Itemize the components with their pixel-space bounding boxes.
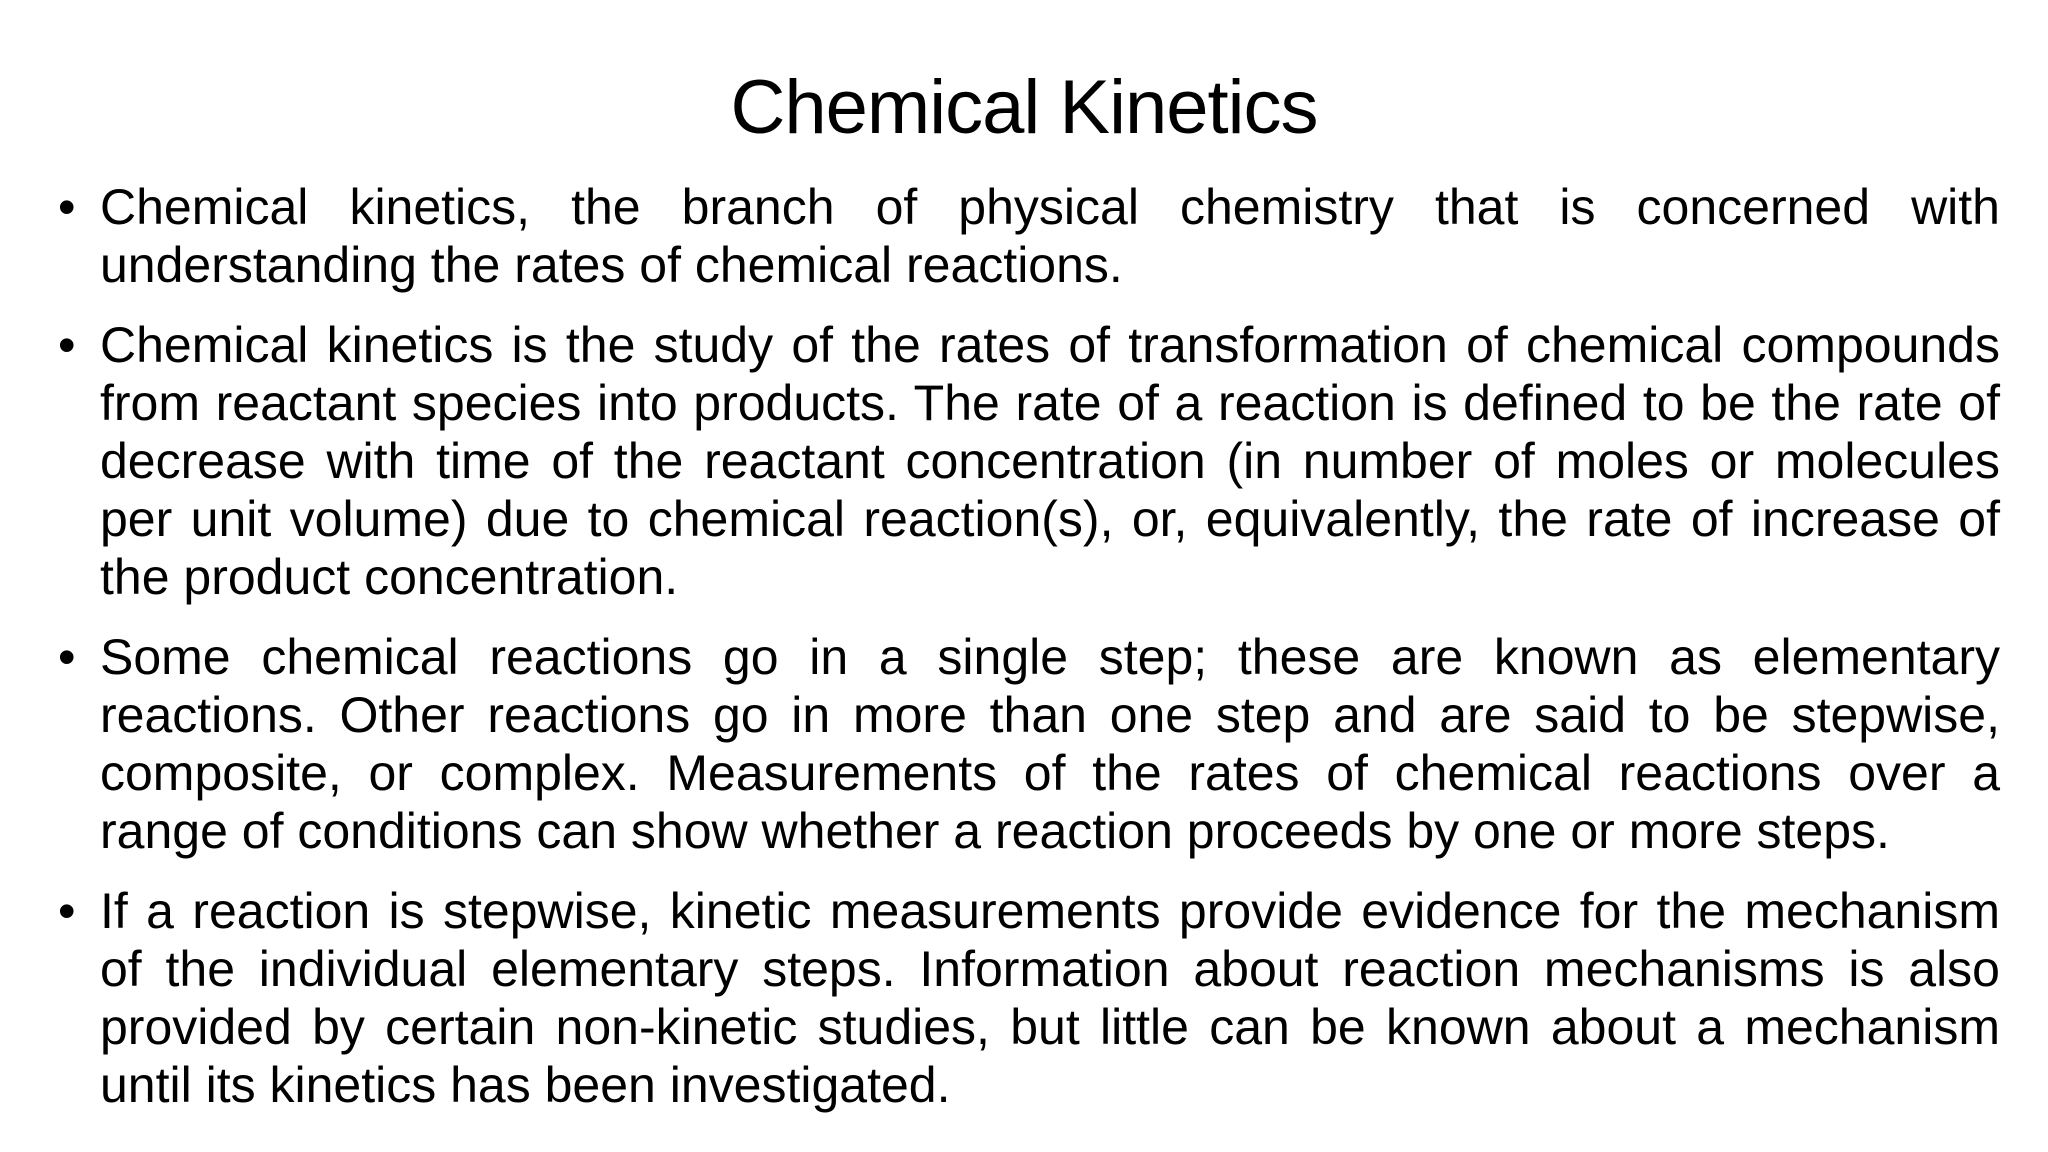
slide-title: Chemical Kinetics xyxy=(730,65,1318,150)
bullet-text: Chemical kinetics is the study of the rates of transformation of chemical compounds from reactant species into products. The rate of a reaction is defined to be the rate of decrease with time of the reactant concentration (in number of moles or molecules per unit volume) due to chemical reaction(s), or, equivalently, the rate of increase of the product concentration. xyxy=(100,317,2000,605)
bullet-item xyxy=(56,316,2000,606)
bullet-text: Chemical kinetics, the branch of physical chemistry that is concerned with understanding the rates of chemical reactions. xyxy=(100,179,2000,293)
bullet-text: If a reaction is stepwise, kinetic measurements provide evidence for the mechanism of the individual elementary steps. Information about reaction mechanisms is also provided by certain non-kinetic studies, but little can be known about a mechanism until its kinetics has been investigated. xyxy=(100,883,2000,1113)
bullet-list xyxy=(56,178,2000,1136)
bullet-item xyxy=(56,882,2000,1114)
bullet-text: Some chemical reactions go in a single step; these are known as elementary reactions. Other reactions go in more than one step and are said to be stepwise, composite, or complex. Measurements of the rates of chemical reactions over a range of conditions can show whether a reaction proceeds by one or more steps. xyxy=(100,629,2000,859)
bullet-item xyxy=(56,178,2000,294)
bullet-dot-icon: • xyxy=(58,179,76,235)
bullet-item xyxy=(56,628,2000,860)
bullet-dot-icon: • xyxy=(58,883,76,939)
bullet-dot-icon: • xyxy=(58,629,76,685)
bullet-dot-icon: • xyxy=(58,317,76,373)
